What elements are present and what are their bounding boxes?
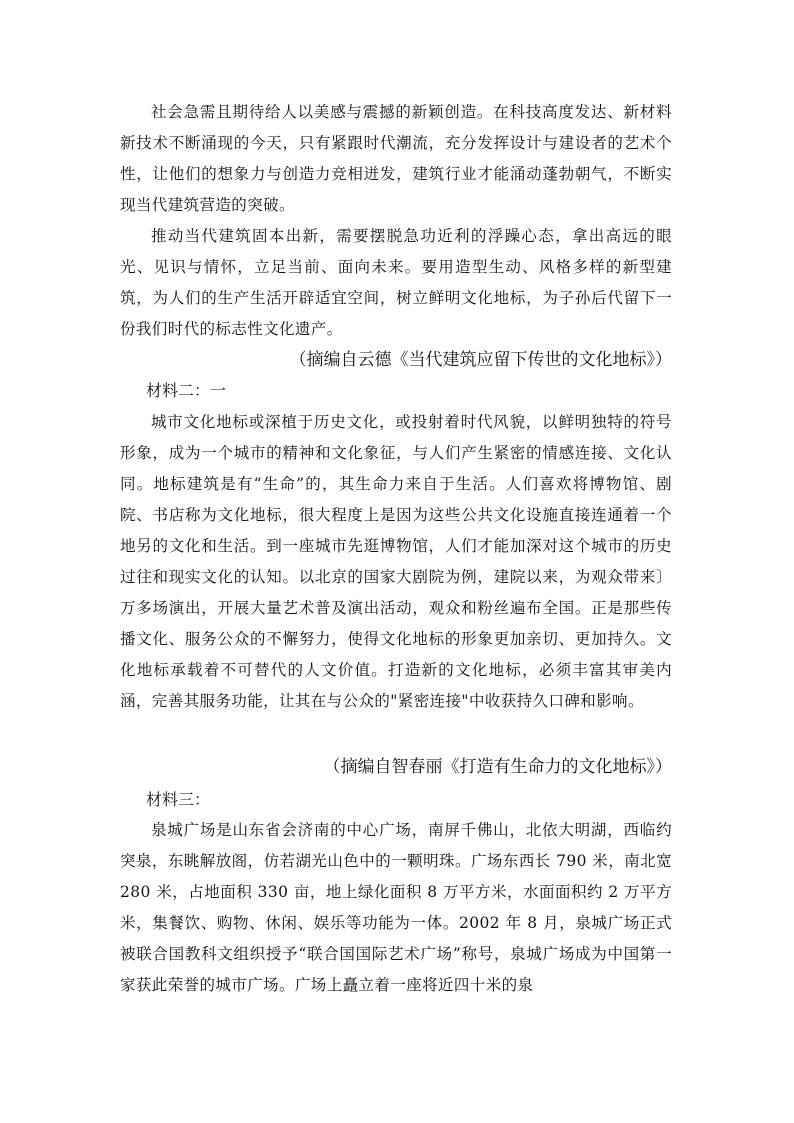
material3-paragraph: 泉城广场是山东省会济南的中心广场，南屏千佛山，北依大明湖，西临约突泉，东眺解放阁，仿若湖光山色中的一颗明珠。广场东西长 790 米，南北宽 280 米，占地面积 330 亩，地上绿化面积 8 万平方米，水面面积约 2 万平方米，集餐饮、购物、休闲、娱乐等功能为一体。2002 年 8 月，泉城广场正式被联合国教科文组织授予“联合国国际艺术广场”称号，泉城广场成为中国第一家获此荣誉的城市广场。广场上矗立着一座将近四十米的泉	[120, 821, 672, 994]
material1-source: （摘编自云德《当代建筑应留下传世的文化地标》）	[289, 350, 672, 370]
material2-paragraph: 城市文化地标或深植于历史文化，或投射着时代风貌，以鲜明独特的符号形象，成为一个城市的精神和文化象征，与人们产生紧密的情感连接、文化认同。地标建筑是有“生命”的，其生命力来自于生活。人们喜欢将博物馆、剧院、书店称为文化地标，很大程度上是因为这些公共文化设施直接连通着一个地另的文化和生活。到一座城市先逛博物馆，人们才能加深对这个城市的历史过往和现实文化的认知。以北京的国家大剧院为例，建院以来，为观众带来〕万多场演出，开展大量艺术普及演出活动，观众和粉丝遍布全国。正是那些传播文化、服务公众的不懈努力，使得文化地标的形象更加亲切、更加持久。文化地标承载着不可替代的人文价值。打造新的文化地标，必须丰富其审美内涵，完善其服务功能，让其在与公众的"紧密连接"中收获持久口碑和影响。	[120, 413, 672, 710]
material1-paragraph-2: 推动当代建筑固本出新，需要摆脱急功近利的浮躁心态，拿出高远的眼光、见识与情怀，立足当前、面向未来。要用造型生动、风格多样的新型建筑，为人们的生产生活开辟适宜空间，树立鲜明文化地标，为子孙后代留下一份我们时代的标志性文化遗产。	[120, 227, 672, 338]
material2-source: （摘编自智春丽《打造有生命力的文化地标》）	[323, 757, 672, 777]
material2-heading: 材料二：一	[146, 381, 227, 400]
material3-heading: 材料三：	[146, 790, 211, 809]
material1-paragraph-1: 社会急需且期待给人以美感与震撼的新颖创造。在科技高度发达、新材料新技术不断涌现的今天，只有紧跟时代潮流，充分发挥设计与建设者的艺术个性，让他们的想象力与创造力竞相迸发，建筑行业才能涌动蓬勃朝气，不断实现当代建筑营造的突破。	[120, 103, 672, 214]
